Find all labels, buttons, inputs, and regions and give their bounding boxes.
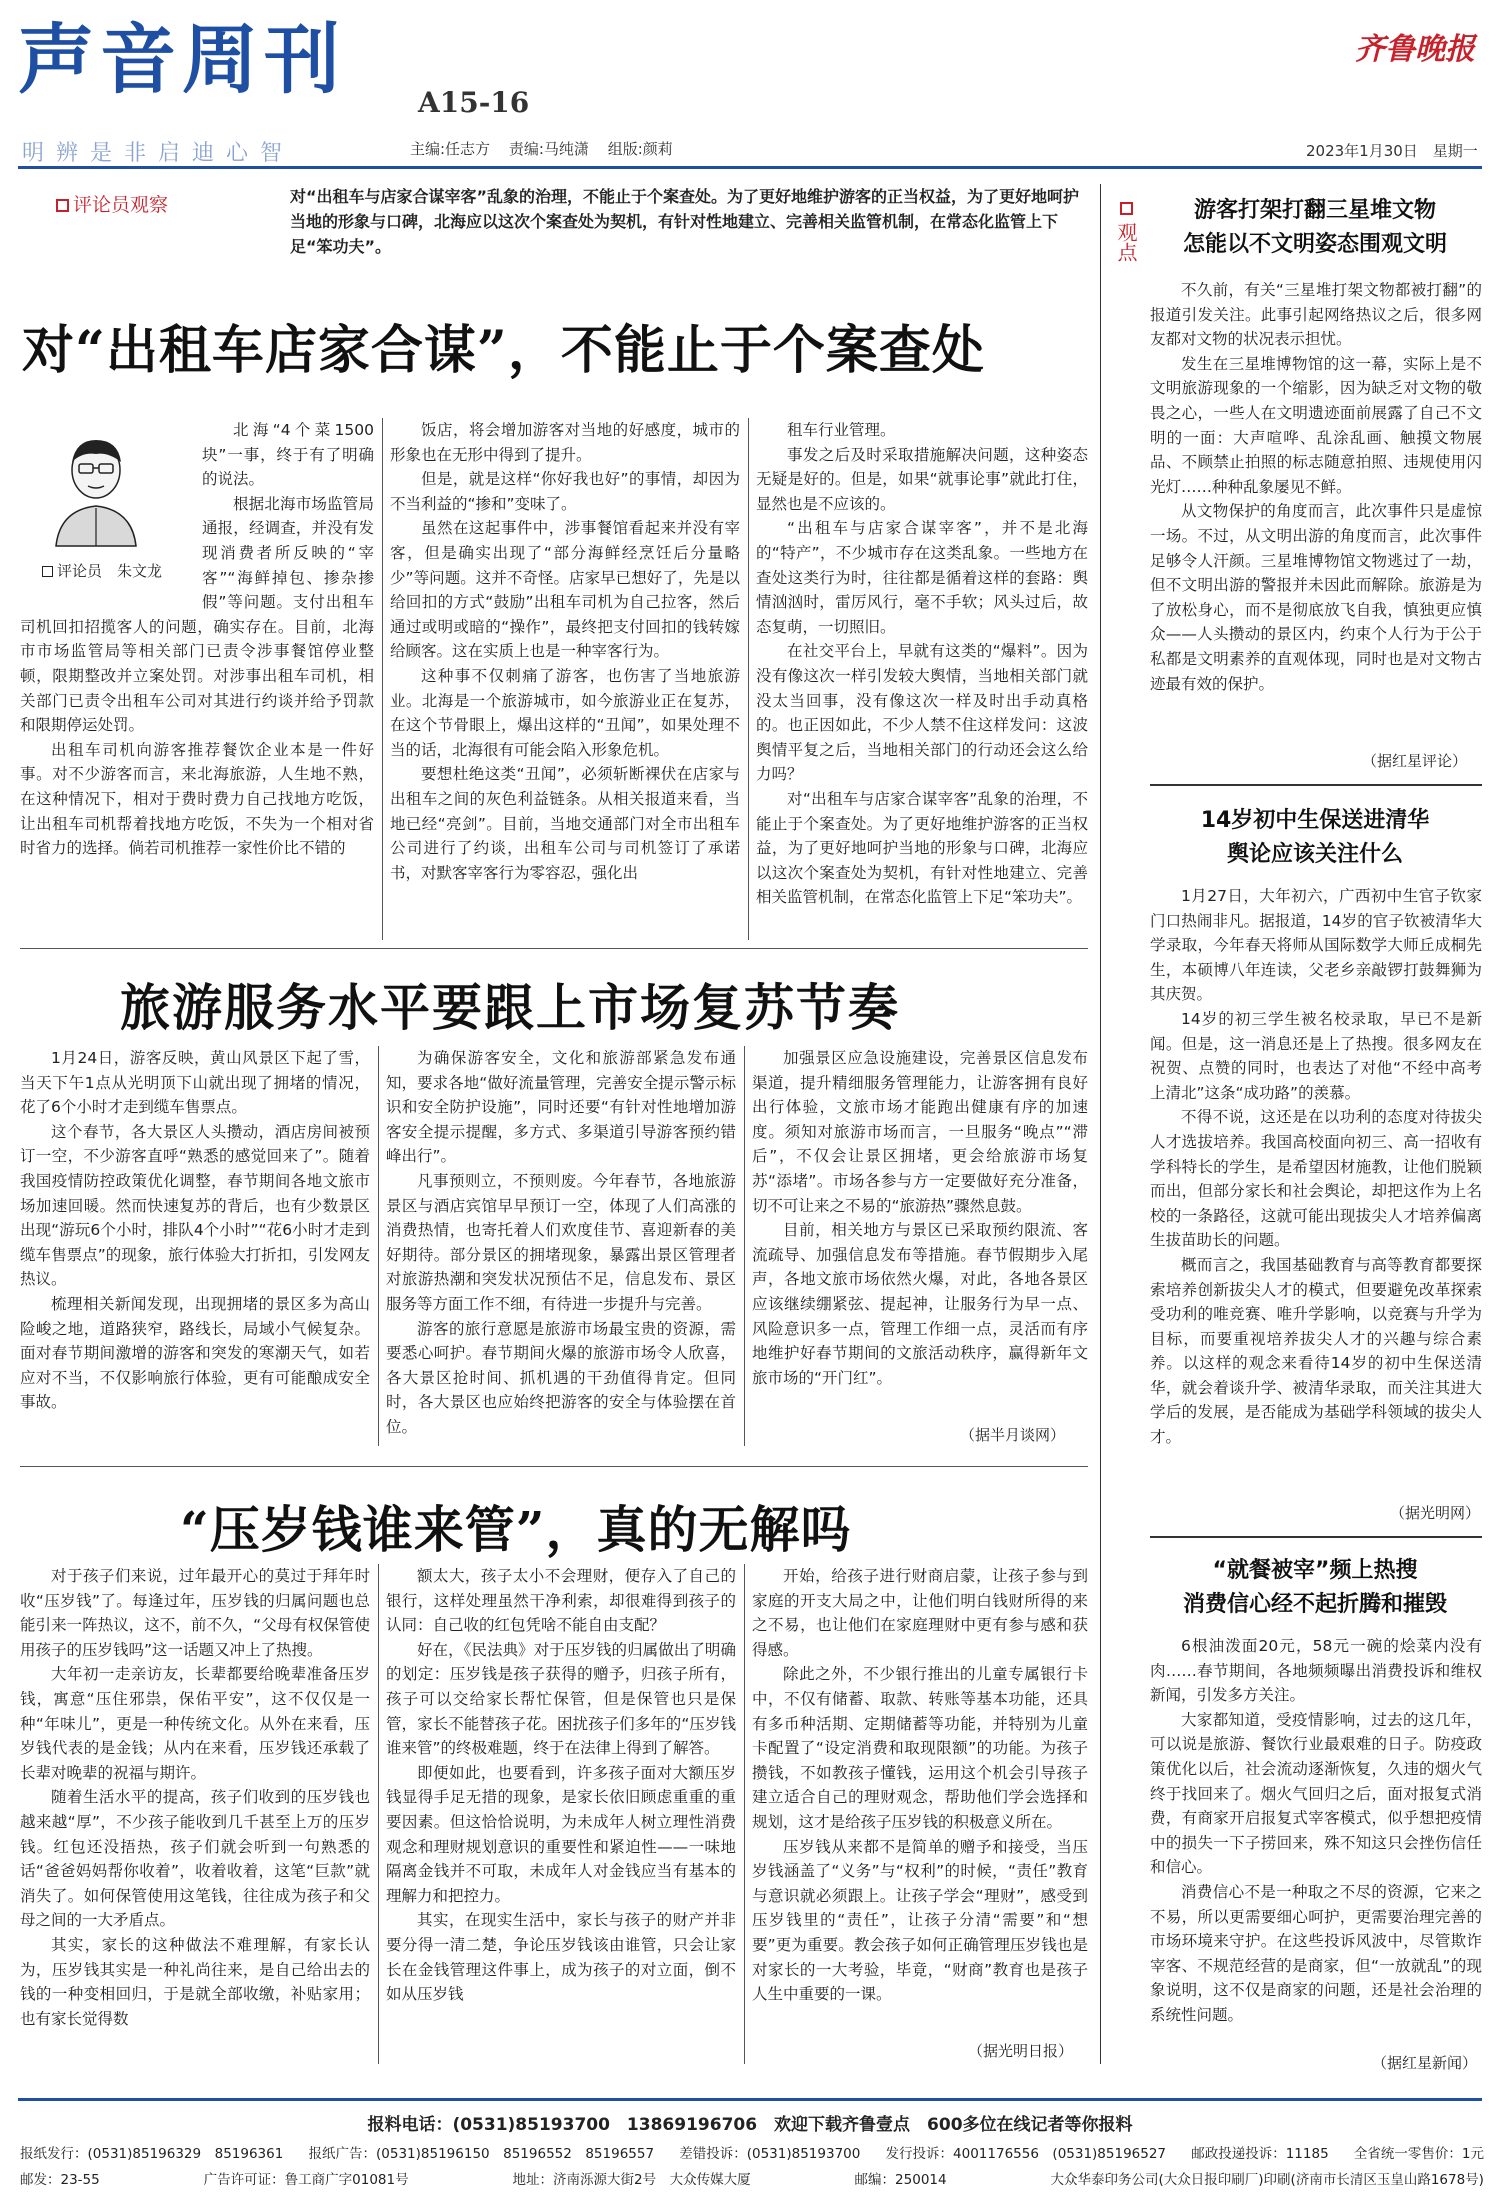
paragraph: 饭店，将会增加游客对当地的好感度，城市的形象也在无形中得到了提升。 — [390, 421, 740, 464]
paragraph: 发生在三星堆博物馆的这一幕，实际上是不文明旅游现象的一个缩影，因为缺乏对文物的敬畏之心，一些人在文明遗迹面前展露了自己不文明的一面：大声喧哗、乱涂乱画、触摸文物展品、不顾禁止拍照的标志随意拍照、违规使用闪光灯……种种乱象屡见不鲜。 — [1150, 354, 1482, 496]
footer-row-2 — [20, 2168, 1484, 2188]
paragraph: 凡事预则立，不预则废。今年春节，各地旅游景区与酒店宾馆早早预订一空，体现了人们高涨的消费热情，也寄托着人们欢度佳节、喜迎新春的美好期待。部分景区的拥堵现象，暴露出景区管理者对旅游热潮和突发状况预估不足，信息发布、景区服务等方面工作不细，有待进一步提升与完善。 — [386, 1171, 736, 1313]
article3-column-3 — [752, 1564, 1088, 2036]
footer-rule — [18, 2098, 1482, 2101]
article3-column-2 — [386, 1564, 736, 2064]
footer-hotline: 报料电话：(0531)85193700 13869196706 欢迎下载齐鲁壹点 600多位在线记者等你报料 — [367, 2115, 1133, 2135]
paragraph: 梳理相关新闻发现，出现拥堵的景区多为高山险峻之地，道路狭窄，路线长，局域小气候复杂。面对春节期间激增的游客和突发的寒潮天气，如若应对不当，不仅影响旅行体验，更有可能酿成安全事故。 — [20, 1294, 370, 1412]
sidebar-tag — [1112, 196, 1140, 262]
author-name: 评论员 朱文龙 — [57, 562, 163, 580]
section-divider — [20, 948, 1088, 949]
lead-column-2 — [390, 418, 740, 938]
sidebar-a3-body — [1150, 1634, 1482, 2046]
sidebar-a3-title: “就餐被宰”频上热搜 消费信心经不起折腾和摧毁 — [1182, 1558, 1447, 1617]
paragraph: 加强景区应急设施建设，完善景区信息发布渠道，提升精细服务管理能力，让游客拥有良好出行体验，文旅市场才能跑出健康有序的加速度。须知对旅游市场而言，一旦服务“晚点”“滞后”，不仅会让景区拥堵，更会给旅游市场复苏“添堵”。市场各参与方一定要做好充分准备，切不可让来之不易的“旅游热”骤然息鼓。 — [752, 1049, 1088, 1215]
column-divider — [748, 418, 749, 940]
paragraph: 这种事不仅刺痛了游客，也伤害了当地旅游业。北海是一个旅游城市，如今旅游业正在复苏，在这个节骨眼上，爆出这样的“丑闻”，如果处理不当的话，北海很有可能会陷入形象危机。 — [390, 666, 740, 759]
column-divider — [378, 1564, 379, 2064]
avatar-spacer — [20, 418, 202, 598]
footer-row-1 — [20, 2142, 1484, 2162]
paragraph: 其实，在现实生活中，家长与孩子的财产并非要分得一清二楚，争论压岁钱该由谁管，只会让家长在金钱管理这件事上，成为孩子的对立面，倒不如从压岁钱 — [386, 1911, 736, 2004]
square-icon — [56, 199, 69, 212]
paragraph: 事发之后及时采取措施解决问题，这种姿态无疑是好的。但是，如果“就事论事”就此打住，显然也是不应该的。 — [756, 445, 1088, 513]
article2-column-3 — [752, 1046, 1088, 1418]
paragraph: 游客的旅行意愿是旅游市场最宝贵的资源，需要悉心呵护。春节期间火爆的旅游市场令人欣喜，各大景区抢时间、抓机遇的干劲值得肯定。但同时，各大景区也应始终把游客的安全与体验摆在首位。 — [386, 1319, 736, 1436]
masthead-title: 声音周刊 — [18, 15, 346, 104]
section-divider — [20, 1466, 1088, 1467]
footer-address: 地址：济南泺源大街2号 大众传媒大厦 — [512, 2172, 751, 2188]
footer-errata: 差错投诉：(0531)85193700 — [679, 2146, 861, 2162]
sidebar-a2-source: （据光明网） — [1390, 1504, 1481, 1522]
page-number: A15-16 — [418, 86, 530, 119]
paragraph: 14岁的初三学生被名校录取，早已不是新闻。但是，这一消息还是上了热搜。很多网友在祝贺、点赞的同时，也表达了对他“不经中高考上清北”这条“成功路”的羡慕。 — [1150, 1009, 1482, 1102]
column-divider — [744, 1564, 745, 2064]
paragraph: 目前，相关地方与景区已采取预约限流、客流疏导、加强信息发布等措施。春节假期步入尾声，各地文旅市场依然火爆，对此，各地各景区应该继续绷紧弦、提起神，让服务行为早一点、风险意识多一点，管理工作细一点，灵活而有序地维护好春节期间的文旅活动秩序，赢得新年文旅市场的“开门红”。 — [752, 1221, 1088, 1387]
footer-ads: 报纸广告：(0531)85196150 85196552 85196557 — [308, 2146, 655, 2162]
paragraph: 为确保游客安全，文化和旅游部紧急发布通知，要求各地“做好流量管理，完善安全提示警示标识和安全防护设施”，同时还要“有针对性地增加游客安全提示提醒，多方式、多渠道引导游客预约错峰出行”。 — [386, 1049, 736, 1166]
paragraph: 随着生活水平的提高，孩子们收到的压岁钱也越来越“厚”，不少孩子能收到几千甚至上万的压岁钱。红包还没捂热，孩子们就会听到一句熟悉的话“爸爸妈妈帮你收着”，收着收着，这笔“巨款”就消失了。如何保管使用这笔钱，往往成为孩子和父母之间的一大矛盾点。 — [20, 1788, 370, 1930]
headline-lucky-money: “压岁钱谁来管”，真的无解吗 — [180, 1500, 852, 1559]
footer-printer: 大众华泰印务公司(大众日报印刷厂)印刷(济南市长清区玉皇山路1678号) — [1050, 2172, 1484, 2188]
paragraph: 1月27日，大年初六，广西初中生官子钦家门口热闹非凡。据报道，14岁的官子钦被清华大学录取，今年春天将师从国际数学大师丘成桐先生，本硕博八年连读，父老乡亲敲锣打鼓舞狮为其庆贺。 — [1150, 887, 1482, 1004]
article3-column-1 — [20, 1564, 370, 2064]
section-tag-commentator — [56, 190, 168, 217]
paragraph: 从文物保护的角度而言，此次事件只是虚惊一场。不过，从文明出游的角度而言，此次事件足够令人汗颜。三星堆博物馆文物逃过了一劫，但不文明出游的警报并未因此而解除。旅游是为了放松身心，而不是彻底放飞自我，慎独更应慎众——人头攒动的景区内，约束个人行为于公于私都是文明素养的直观体现，同时也是对文物古迹最有效的保护。 — [1150, 502, 1482, 693]
square-icon — [1120, 202, 1133, 215]
paragraph: 大家都知道，受疫情影响，过去的这几年，可以说是旅游、餐饮行业最艰难的日子。防疫政策优化以后，社会流动逐渐恢复，久违的烟火气终于找回来了。烟火气回归之后，面对报复式消费，有商家开启报复式宰客模式，似乎想把疫情中的损失一下子捞回来，殊不知这只会挫伤信任和信心。 — [1150, 1710, 1482, 1877]
paragraph: 额太大，孩子太小不会理财，便存入了自己的银行，这样处理虽然干净利索，却很难得到孩子的认同：自己收的红包凭啥不能自由支配？ — [386, 1567, 736, 1635]
lead-summary: 对“出租车与店家合谋宰客”乱象的治理，不能止于个案查处。为了更好地维护游客的正当权益，为了更好地呵护当地的形象与口碑，北海应以这次个案查处为契机，有针对性地建立、完善相关监管机制，在常态化监管上下足“笨功夫”。 — [290, 187, 1080, 256]
section-label: 评论员观察 — [73, 194, 169, 216]
article3-source: （据光明日报） — [968, 2042, 1074, 2060]
sidebar-tag-label: 观点 — [1114, 222, 1138, 262]
lead-column-3 — [756, 418, 1088, 938]
sidebar-divider — [1100, 184, 1101, 2064]
masthead-slogan: 明辨是非启迪心智 — [22, 141, 295, 166]
paragraph: 出租车司机向游客推荐餐饮企业本是一件好事。对不少游客而言，来北海旅游，人生地不熟，在这种情况下，相对于费时费力自己找地方吃饭，让出租车司机帮着找地方吃饭，不失为一个相对省时省力的选择。倘若司机推荐一家性价比不错的 — [20, 740, 374, 858]
sidebar-a3-source: （据红星新闻） — [1372, 2054, 1478, 2072]
paragraph: 6根油泼面20元，58元一碗的烩菜内没有肉……春节期间，各地频频曝出消费投诉和维权新闻，引发多方关注。 — [1150, 1637, 1482, 1705]
editor-credits — [410, 138, 687, 159]
footer-post-code: 邮发：23-55 — [20, 2172, 100, 2188]
footer-postal-complaint: 邮政投递投诉：11185 — [1191, 2146, 1329, 2162]
article2-source: （据半月谈网） — [960, 1426, 1066, 1444]
paragraph: 其实，家长的这种做法不难理解，有家长认为，压岁钱其实是一种礼尚往来，是自己给出去的钱的一种变相回归，于是就全部收缴，补贴家用；也有家长觉得数 — [20, 1935, 370, 2028]
footer-zip: 邮编：250014 — [854, 2172, 947, 2188]
paragraph: 不久前，有关“三星堆打架文物都被打翻”的报道引发关注。此事引起网络热议之后，很多网友都对文物的状况表示担忧。 — [1150, 281, 1482, 349]
sidebar-a1-title: 游客打架打翻三星堆文物 怎能以不文明姿态围观文明 — [1182, 198, 1447, 257]
column-divider — [378, 1046, 379, 1446]
sidebar-a2-body — [1150, 884, 1482, 1484]
masthead-rule — [18, 166, 1482, 169]
paragraph: 对“出租车与店家合谋宰客”乱象的治理，不能止于个案查处。为了更好地维护游客的正当权益，为了更好地呵护当地的形象与口碑，北海应以这次个案查处为契机，有针对性地建立、完善相关监管机制，在常态化监管上下足“笨功夫”。 — [756, 789, 1088, 907]
footer-delivery-complaint: 发行投诉：4001176556 (0531)85196527 — [885, 2146, 1167, 2162]
responsible-editor: 责编:马纯潇 — [508, 140, 589, 158]
sidebar-divider-2 — [1150, 1536, 1482, 1538]
paragraph: 大年初一走亲访友，长辈都要给晚辈准备压岁钱，寓意“压住邪祟，保佑平安”，这不仅仅是一种“年味儿”，更是一种传统文化。从外在来看，压岁钱代表的是金钱；从内在来看，压岁钱还承载了长辈对晚辈的祝福与期许。 — [20, 1665, 370, 1782]
paragraph: 概而言之，我国基础教育与高等教育都要探索培养创新拔尖人才的模式，但要避免改革探索受功利的唯竞赛、唯升学影响，以竞赛与升学为目标，而要重视培养拔尖人才的兴趣与综合素养。以这样的观念来看待14岁的初中生保送清华，就会着谈升学、被清华录取，而关注其进大学后的发展，是否能成为基础学科领域的拔尖人才。 — [1150, 1255, 1482, 1447]
lead-column-1 — [20, 418, 374, 938]
paragraph: 这个春节，各大景区人头攒动，酒店房间被预订一空，不少游客直呼“熟悉的感觉回来了”。随着我国疫情防控政策优化调整，春节期间各地文旅市场加速回暖。然而快速复苏的背后，也有少数景区出现“游玩6个小时，排队4个小时”“花6小时才走到缆车售票点”的现象，旅行体验大打折扣，引发网友热议。 — [20, 1122, 370, 1289]
paragraph: 消费信心不是一种取之不尽的资源，它来之不易，所以更需要细心呵护，更需要治理完善的市场环境来守护。在这些投诉风波中，尽管欺诈宰客、不规范经营的是商家，但“一放就乱”的现象说明，这不仅是商家的问题，还是社会治理的系统性问题。 — [1150, 1882, 1482, 2024]
sidebar-divider-1 — [1150, 784, 1482, 786]
paragraph: 好在，《民法典》对于压岁钱的归属做出了明确的划定：压岁钱是孩子获得的赠予，归孩子所有，孩子可以交给家长帮忙保管，但是保管也只是保管，家长不能替孩子花。困扰孩子们多年的“压岁钱谁来管”的终极难题，终于在法律上得到了解答。 — [386, 1640, 736, 1758]
headline-taxi-collusion: 对“出租车店家合谋”，不能止于个案查处 — [22, 320, 985, 381]
paragraph: 在社交平台上，早就有这类的“爆料”。因为没有像这次一样引发较大舆情，当地相关部门就没太当回事，没有像这次一样及时出手动真格的。也正因如此，不少人禁不住这样发问：这波舆情平复之后，当地相关部门的行动还会这么给力吗？ — [756, 642, 1088, 784]
paragraph: 对于孩子们来说，过年最开心的莫过于拜年时收“压岁钱”了。每逢过年，压岁钱的归属问题也总能引来一阵热议，这不，前不久，“父母有权保管使用孩子的压岁钱吗”这一话题又冲上了热搜。 — [20, 1567, 370, 1659]
footer-distribution: 报纸发行：(0531)85196329 85196361 — [20, 2146, 284, 2162]
headline-tourism-service: 旅游服务水平要跟上市场复苏节奏 — [120, 978, 900, 1037]
footer-price: 全省统一零售价：1元 — [1353, 2146, 1484, 2162]
paragraph: 北海“4个菜1500块”一事，终于有了明确的说法。 — [202, 421, 374, 489]
chief-editor: 主编:任志方 — [410, 140, 491, 158]
paragraph: 压岁钱从来都不是简单的赠予和接受，当压岁钱涵盖了“义务”与“权利”的时候，“责任”教育与意识就必须跟上。让孩子学会“理财”，感受到压岁钱里的“责任”，让孩子分清“需要”和“想要”更为重要。教会孩子如何正确管理压岁钱也是对家长的一大考验，毕竟，“财商”教育也是孩子人生中重要的一课。 — [752, 1837, 1088, 2004]
paragraph: “出租车与店家合谋宰客”，并不是北海的“特产”，不少城市存在这类乱象。一些地方在查处这类行为时，往往都是循着这样的套路：舆情汹汹时，雷厉风行，毫不手软；风头过后，故态复萌，一切照旧。 — [756, 519, 1088, 636]
article2-column-1 — [20, 1046, 370, 1426]
newspaper-logo: 齐鲁晚报 — [1355, 32, 1475, 67]
footer-ad-license: 广告许可证：鲁工商广字01081号 — [203, 2172, 409, 2188]
paragraph: 即便如此，也要看到，许多孩子面对大额压岁钱显得手足无措的现象，是家长依旧顾虑重重的重要因素。但这恰恰说明，为未成年人树立理性消费观念和理财规划意识的重要性和紧迫性——一味地隔离金钱并不可取，未成年人对金钱应当有基本的理解力和把控力。 — [386, 1763, 736, 1905]
paragraph: 要想杜绝这类“丑闻”，必须斩断裸伏在店家与出租车之间的灰色利益链条。从相关报道来看，当地已经“亮剑”。目前，当地交通部门对全市出租车公司进行了约谈，出租车公司与司机签订了承诺书，对默客宰客行为零容忍，强化出 — [390, 765, 740, 882]
paragraph: 1月24日，游客反映，黄山风景区下起了雪，当天下午1点从光明顶下山就出现了拥堵的情况，花了6个小时才走到缆车售票点。 — [20, 1049, 370, 1117]
paragraph: 不得不说，这还是在以功利的态度对待拔尖人才选拔培养。我国高校面向初三、高一招收有学科特长的学生，是希望因材施教，让他们脱颖而出，但部分家长和社会舆论，却把这作为上名校的一条路径，这就可能出现拔尖人才培养偏离生拔苗助长的问题。 — [1150, 1108, 1482, 1250]
paragraph: 除此之外，不少银行推出的儿童专属银行卡中，不仅有储蓄、取款、转账等基本功能，还具有多币种活期、定期储蓄等功能，并特别为儿童卡配置了“设定消费和取现限额”的功能。为孩子攒钱，不如教孩子懂钱，运用这个机会引导孩子建立适合自己的理财观念，帮助他们学会选择和规划，这才是给孩子压岁钱的积极意义所在。 — [752, 1665, 1088, 1831]
paragraph: 虽然在这起事件中，涉事餐馆看起来并没有宰客，但是确实出现了“部分海鲜经烹饪后分量略少”等问题。这并不奇怪。店家早已想好了，先是以给回扣的方式“鼓励”出租车司机为自己拉客，然后通过或明或暗的“操作”，最终把支付回扣的钱转嫁给顾客。这在实质上也是一种宰客行为。 — [390, 519, 740, 661]
article2-column-2 — [386, 1046, 736, 1446]
paragraph: 开始，给孩子进行财商启蒙，让孩子参与到家庭的开支大局之中，让他们明白钱财所得的来之不易，也让他们在家庭理财中更有参与感和获得感。 — [752, 1567, 1088, 1659]
sidebar-a1-body — [1150, 278, 1482, 748]
paragraph: 但是，就是这样“你好我也好”的事情，却因为不当利益的“掺和”变味了。 — [390, 470, 740, 513]
layout-editor: 组版:颜莉 — [607, 140, 673, 158]
issue-date: 2023年1月30日 星期一 — [1306, 142, 1478, 160]
sidebar-a2-title: 14岁初中生保送进清华 舆论应该关注什么 — [1200, 808, 1430, 867]
paragraph: 租车行业管理。 — [787, 421, 896, 439]
sidebar-a1-source: （据红星评论） — [1362, 752, 1468, 770]
paragraph: 根据北海市场监管局通报，经调查，并没有发现消费者所反映的“宰客”“海鲜掉包、掺杂掺假”等问题。支付出租车司机回扣招揽客人的问题，确实存在。目前，北海市市场监管局等相关部门已责令涉事餐馆停业整顿，限期整改并立案处罚。对涉事出租车司机，相关部门已责令出租车公司对其进行约谈并给予罚款和限期停运处罚。 — [20, 494, 374, 735]
column-divider — [382, 418, 383, 940]
column-divider — [744, 1046, 745, 1446]
